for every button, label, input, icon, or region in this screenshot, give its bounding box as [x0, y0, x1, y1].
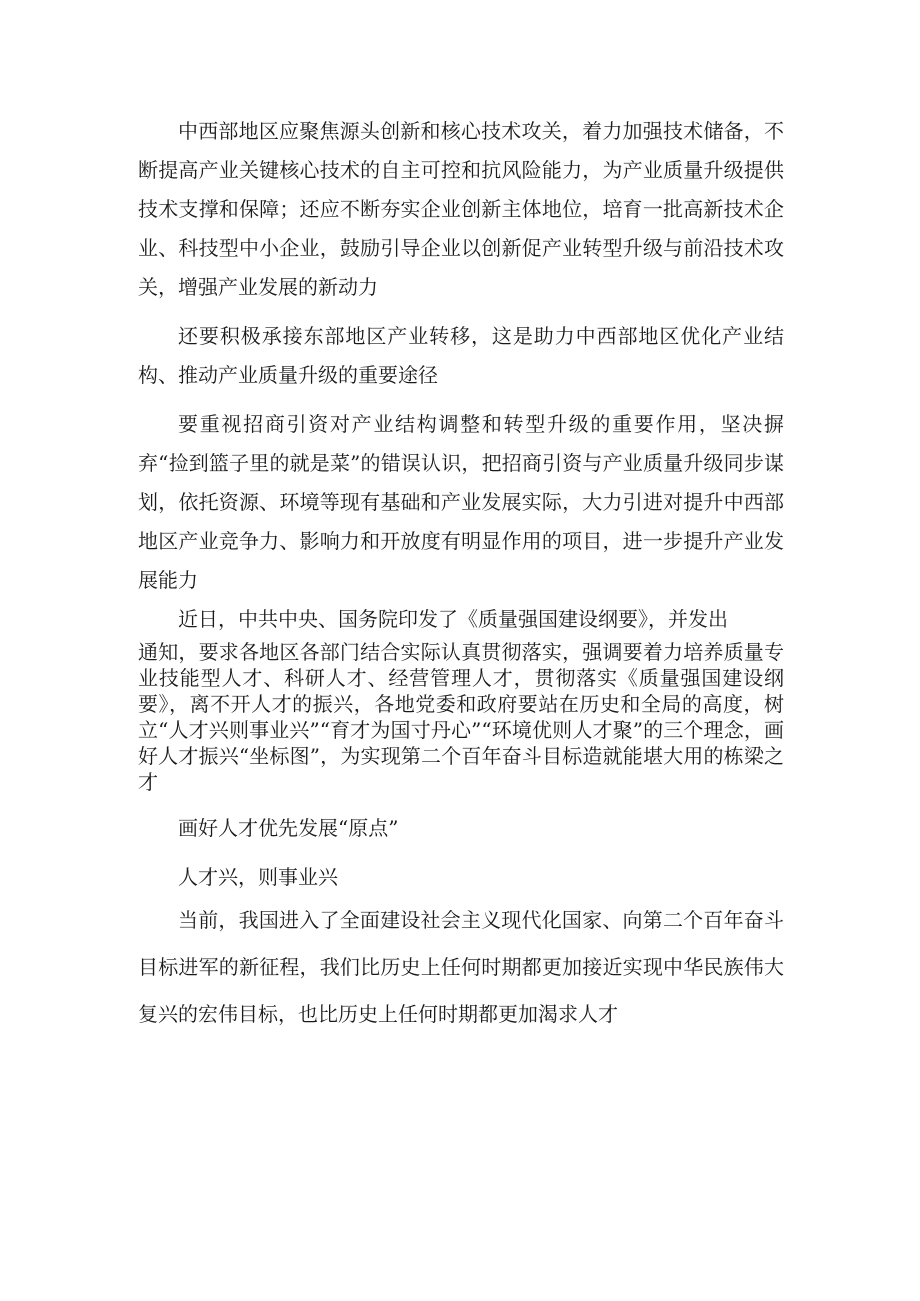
paragraph-industry-transfer: 还要积极承接东部地区产业转移，这是助力中西部地区优化产业结构、推动产业质量升级的重要途径 [138, 324, 784, 387]
paragraph-quality-outline-intro: 近日，中共中央、国务院印发了《质量强国建设纲要》，并发出 [178, 607, 728, 631]
paragraph-investment: 要重视招商引资对产业结构调整和转型升级的重要作用，坚决摒弃“捡到篮子里的就是菜”的错误认识，把招商引资与产业质量升级同步谋划，依托资源、环境等现有基础和产业发展实际，大力引进对提升中西部地区产业竞争力、影响力和开放度有明显作用的项目，进一步提升产业发展能力 [138, 412, 784, 592]
paragraph-tech-innovation: 中西部地区应聚焦源头创新和核心技术攻关，着力加强技术储备，不断提高产业关键核心技术的自主可控和抗风险能力，为产业质量升级提供技术支撑和保障；还应不断夯实企业创新主体地位，培育一批高新技术企业、科技型中小企业，鼓励引导企业以创新促产业转型升级与前沿技术攻关，增强产业发展的新动力 [138, 119, 784, 299]
paragraph-new-journey: 当前，我国进入了全面建设社会主义现代化国家、向第二个百年奋斗目标进军的新征程，我们比历史上任何时期都更加接近实现中华民族伟大复兴的宏伟目标，也比历史上任何时期都更加渴求人才 [138, 908, 784, 1026]
paragraph-quality-outline-notice: 通知，要求各地区各部门结合实际认真贯彻落实，强调要着力培养质量专业技能型人才、科研人才、经营管理人才，贯彻落实《质量强国建设纲要》，离不开人才的振兴，各地党委和政府要站在历史和全局的高度，树立“人才兴则事业兴”“育才为国寸丹心”“环境优则人才聚”的三个理念，画好人才振兴“坐标图”，为实现第二个百年奋斗目标造就能堪大用的栋梁之才 [138, 640, 784, 794]
heading-talent-prosper: 人才兴，则事业兴 [178, 865, 338, 889]
document-body [138, 112, 784, 1038]
heading-talent-origin: 画好人才优先发展“原点” [178, 816, 399, 840]
